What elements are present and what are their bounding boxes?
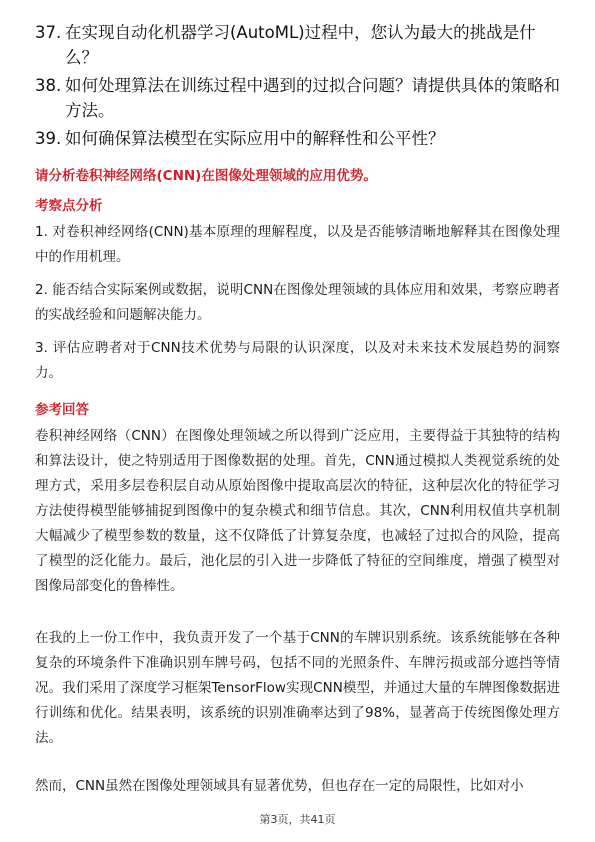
question-number: 39. bbox=[35, 129, 62, 148]
question-number: 37. bbox=[35, 23, 62, 42]
answer-paragraph-2: 在我的上一份工作中，我负责开发了一个基于CNN的车牌识别系统。该系统能够在各种复杂的环境条件下准确识别车牌号码，包括不同的光照条件、车牌污损或部分遮挡等情况。我们采用了深度学习框架TensorFlow实现CNN模型，并通过大量的车牌图像数据进行训练和优化。结果表明，该系统的识别准确率达到了98%，显著高于传统图像处理方法。 bbox=[35, 630, 560, 746]
analysis-point-1: 1. 对卷积神经网络(CNN)基本原理的理解程度，以及是否能够清晰地解释其在图像处理中的作用机理。 bbox=[35, 224, 560, 265]
list-item bbox=[35, 20, 560, 70]
analysis-heading: 考察点分析 bbox=[35, 198, 103, 214]
analysis-point-2: 2. 能否结合实际案例或数据，说明CNN在图像处理领域的具体应用和效果，考察应聘者的实战经验和问题解决能力。 bbox=[35, 282, 560, 323]
answer-paragraph-3: 然而，CNN虽然在图像处理领域具有显著优势，但也存在一定的局限性，比如对小 bbox=[35, 778, 524, 794]
answer-paragraph-1: 卷积神经网络（CNN）在图像处理领域之所以得到广泛应用，主要得益于其独特的结构和算法设计，使之特别适用于图像数据的处理。首先，CNN通过模拟人类视觉系统的处理方式，采用多层卷积层自动从原始图像中提取高层次的特征，这种层次化的特征学习方法使得模型能够捕捉到图像中的复杂模式和细节信息。其次，CNN利用权值共享机制大幅减少了模型参数的数量，这不仅降低了计算复杂度，也减轻了过拟合的风险，提高了模型的泛化能力。最后，池化层的引入进一步降低了特征的空间维度，增强了模型对图像局部变化的鲁棒性。 bbox=[35, 428, 560, 594]
question-list bbox=[35, 20, 560, 154]
question-text: 在实现自动化机器学习(AutoML)过程中，您认为最大的挑战是什么？ bbox=[65, 23, 536, 67]
answer-heading: 参考回答 bbox=[35, 402, 89, 418]
list-item bbox=[35, 73, 560, 123]
page-footer: 第3页，共41页 bbox=[259, 813, 336, 826]
analysis-point-3: 3. 评估应聘者对于CNN技术优势与局限的认识深度，以及对未来技术发展趋势的洞察力。 bbox=[35, 340, 560, 381]
list-item bbox=[35, 126, 560, 151]
question-text: 如何处理算法在训练过程中遇到的过拟合问题？请提供具体的策略和方法。 bbox=[65, 76, 560, 120]
main-question-title: 请分析卷积神经网络(CNN)在图像处理领域的应用优势。 bbox=[35, 168, 377, 184]
question-number: 38. bbox=[35, 76, 62, 95]
question-text: 如何确保算法模型在实际应用中的解释性和公平性？ bbox=[65, 129, 445, 148]
